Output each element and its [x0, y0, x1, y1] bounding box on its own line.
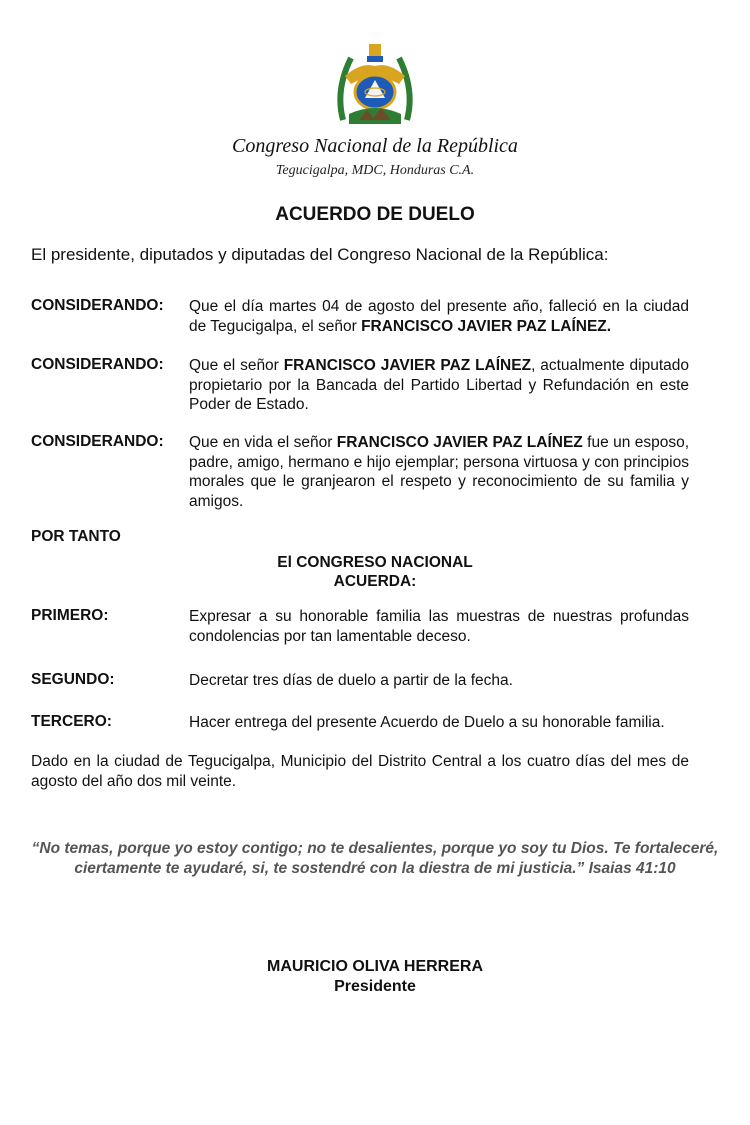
considerando-text-part: fue un esposo, padre, amigo, hermano e hijo ejemplar; persona virtuosa y con principios morales que le granjearon el respeto y reconocimiento de su familia y amigos.	[189, 434, 690, 510]
considerando-text-part: Que en vida el señor	[189, 434, 337, 451]
resolution-text: Decretar tres días de duelo a partir de la fecha.	[189, 672, 513, 689]
resolution-label: TERCERO:	[31, 713, 112, 730]
deceased-name: FRANCISCO JAVIER PAZ LAÍNEZ	[283, 357, 532, 374]
resolution-text: Hacer entrega del presente Acuerdo de Duelo a su honorable familia.	[189, 714, 665, 731]
considerando-text-part: , actualmente diputado propietario por la Bancada del Partido Libertad y Refundación en este Poder de Estado.	[189, 357, 689, 413]
por-tanto-label: POR TANTO	[31, 528, 121, 545]
considerando-text-part: Que el día martes 04 de agosto del presente año, falleció en la ciudad de Tegucigalpa, el señor	[189, 298, 689, 335]
deceased-name: FRANCISCO JAVIER PAZ LAÍNEZ	[336, 434, 583, 451]
institution-name: Congreso Nacional de la República	[232, 135, 518, 157]
resolution-text: Expresar a su honorable familia las muestras de nuestras profundas condolencias por tan lamentable deceso.	[189, 608, 689, 645]
considerando-label: CONSIDERANDO:	[31, 433, 164, 450]
document-title: ACUERDO DE DUELO	[275, 204, 475, 225]
intro-paragraph: El presidente, diputados y diputadas del Congreso Nacional de la República:	[31, 245, 609, 264]
resolution-label: SEGUNDO:	[31, 671, 115, 688]
dado-paragraph: Dado en la ciudad de Tegucigalpa, Municipio del Distrito Central a los cuatro días del mes de agosto del año dos mil veinte.	[31, 753, 689, 790]
acuerda-heading: El CONGRESO NACIONAL	[277, 554, 473, 571]
considerando-text	[189, 297, 689, 336]
resolution-label: PRIMERO:	[31, 607, 109, 624]
verse-line: “No temas, porque yo estoy contigo; no te desalientes, porque yo soy tu Dios. Te fortaleceré,	[31, 840, 719, 857]
considerando-text	[189, 433, 689, 511]
signatory-title: Presidente	[334, 978, 416, 995]
acuerda-subheading: ACUERDA:	[333, 573, 417, 590]
considerando-label: CONSIDERANDO:	[31, 297, 164, 314]
verse-line: ciertamente te ayudaré, si, te sostendré con la diestra de mi justicia.” Isaias 41:10	[74, 859, 676, 877]
institution-location: Tegucigalpa, MDC, Honduras C.A.	[275, 163, 475, 178]
signatory-name: MAURICIO OLIVA HERRERA	[267, 958, 483, 975]
considerando-text	[189, 356, 689, 415]
deceased-name: FRANCISCO JAVIER PAZ LAÍNEZ.	[361, 317, 612, 335]
bible-verse	[0, 839, 750, 878]
coat-of-arms-seal	[333, 40, 417, 128]
considerando-text-part: Que el señor	[189, 357, 284, 374]
considerando-label: CONSIDERANDO:	[31, 356, 164, 373]
